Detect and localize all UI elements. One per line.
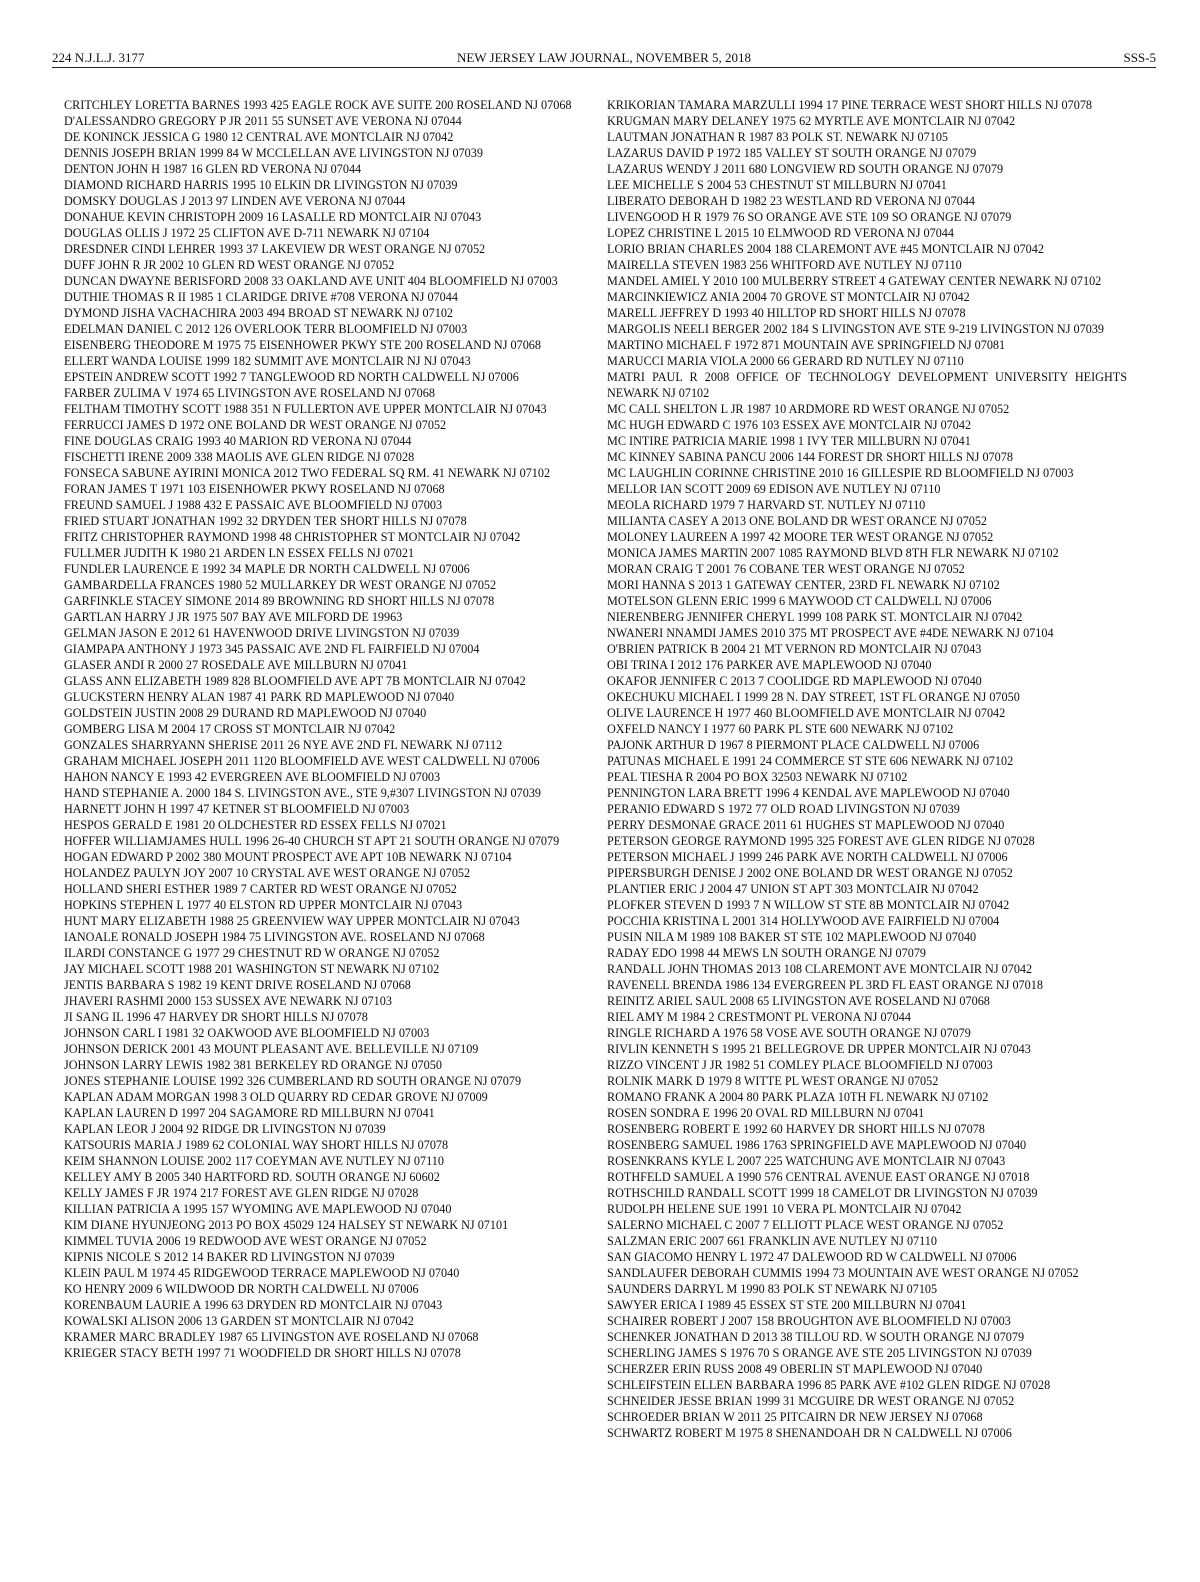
attorney-entry: MARGOLIS NEELI BERGER 2002 184 S LIVINGSTON AVE STE 9-219 LIVINGSTON NJ 07039 xyxy=(607,322,1104,336)
attorney-entry: HOPKINS STEPHEN L 1977 40 ELSTON RD UPPER MONTCLAIR NJ 07043 xyxy=(64,898,463,912)
attorney-entry: PEAL TIESHA R 2004 PO BOX 32503 NEWARK NJ 07102 xyxy=(607,770,908,784)
attorney-entry: MELLOR IAN SCOTT 2009 69 EDISON AVE NUTLEY NJ 07110 xyxy=(607,482,941,496)
attorney-entry: PENNINGTON LARA BRETT 1996 4 KENDAL AVE MAPLEWOOD NJ 07040 xyxy=(607,786,1010,800)
attorney-entry: D'ALESSANDRO GREGORY P JR 2011 55 SUNSET AVE VERONA NJ 07044 xyxy=(64,114,462,128)
attorney-entry: GIAMPAPA ANTHONY J 1973 345 PASSAIC AVE 2ND FL FAIRFIELD NJ 07004 xyxy=(64,642,480,656)
attorney-entry: MATRI PAUL R 2008 OFFICE OF TECHNOLOGY DEVELOPMENT UNIVERSITY HEIGHTS NEWARK NJ 07102 xyxy=(607,370,1127,400)
attorney-entry: ROTHFELD SAMUEL A 1990 576 CENTRAL AVENUE EAST ORANGE NJ 07018 xyxy=(607,1170,1030,1184)
attorney-entry: SCHLEIFSTEIN ELLEN BARBARA 1996 85 PARK AVE #102 GLEN RIDGE NJ 07028 xyxy=(607,1378,1051,1392)
attorney-entry: GLASS ANN ELIZABETH 1989 828 BLOOMFIELD AVE APT 7B MONTCLAIR NJ 07042 xyxy=(64,674,526,688)
attorney-entry: PETERSON GEORGE RAYMOND 1995 325 FOREST AVE GLEN RIDGE NJ 07028 xyxy=(607,834,1035,848)
attorney-entry: LORIO BRIAN CHARLES 2004 188 CLAREMONT AVE #45 MONTCLAIR NJ 07042 xyxy=(607,242,1044,256)
attorney-entry: GARTLAN HARRY J JR 1975 507 BAY AVE MILFORD DE 19963 xyxy=(64,610,403,624)
attorney-entry: KORENBAUM LAURIE A 1996 63 DRYDEN RD MONTCLAIR NJ 07043 xyxy=(64,1298,443,1312)
attorney-entry: IANOALE RONALD JOSEPH 1984 75 LIVINGSTON AVE. ROSELAND NJ 07068 xyxy=(64,930,485,944)
attorney-entry: EISENBERG THEODORE M 1975 75 EISENHOWER PKWY STE 200 ROSELAND NJ 07068 xyxy=(64,338,541,352)
attorney-entry: MORAN CRAIG T 2001 76 COBANE TER WEST ORANGE NJ 07052 xyxy=(607,562,965,576)
attorney-entry: HAHON NANCY E 1993 42 EVERGREEN AVE BLOOMFIELD NJ 07003 xyxy=(64,770,441,784)
attorney-entry: HESPOS GERALD E 1981 20 OLDCHESTER RD ESSEX FELLS NJ 07021 xyxy=(64,818,447,832)
attorney-entry: MARUCCI MARIA VIOLA 2000 66 GERARD RD NUTLEY NJ 07110 xyxy=(607,354,964,368)
attorney-entry: HOLANDEZ PAULYN JOY 2007 10 CRYSTAL AVE WEST ORANGE NJ 07052 xyxy=(64,866,471,880)
attorney-entry: LOPEZ CHRISTINE L 2015 10 ELMWOOD RD VERONA NJ 07044 xyxy=(607,226,954,240)
attorney-entry: RIZZO VINCENT J JR 1982 51 COMLEY PLACE BLOOMFIELD NJ 07003 xyxy=(607,1058,993,1072)
attorney-entry: MC INTIRE PATRICIA MARIE 1998 1 IVY TER MILLBURN NJ 07041 xyxy=(607,434,971,448)
attorney-entry: KELLEY AMY B 2005 340 HARTFORD RD. SOUTH ORANGE NJ 60602 xyxy=(64,1170,440,1184)
attorney-entry: POCCHIA KRISTINA L 2001 314 HOLLYWOOD AVE FAIRFIELD NJ 07004 xyxy=(607,914,1000,928)
attorney-entry: DUNCAN DWAYNE BERISFORD 2008 33 OAKLAND AVE UNIT 404 BLOOMFIELD NJ 07003 xyxy=(64,274,558,288)
attorney-entry: CRITCHLEY LORETTA BARNES 1993 425 EAGLE ROCK AVE SUITE 200 ROSELAND NJ 07068 xyxy=(64,98,572,112)
attorney-entry: OKAFOR JENNIFER C 2013 7 COOLIDGE RD MAPLEWOOD NJ 07040 xyxy=(607,674,982,688)
attorney-entry: HAND STEPHANIE A. 2000 184 S. LIVINGSTON AVE., STE 9,#307 LIVINGSTON NJ 07039 xyxy=(64,786,542,800)
attorney-entry: ILARDI CONSTANCE G 1977 29 CHESTNUT RD W ORANGE NJ 07052 xyxy=(64,946,440,960)
attorney-entry: JAY MICHAEL SCOTT 1988 201 WASHINGTON ST NEWARK NJ 07102 xyxy=(64,962,440,976)
attorney-entry: EPSTEIN ANDREW SCOTT 1992 7 TANGLEWOOD RD NORTH CALDWELL NJ 07006 xyxy=(64,370,519,384)
attorney-entry: DOMSKY DOUGLAS J 2013 97 LINDEN AVE VERONA NJ 07044 xyxy=(64,194,406,208)
attorney-entry: MEOLA RICHARD 1979 7 HARVARD ST. NUTLEY NJ 07110 xyxy=(607,498,926,512)
attorney-entry: PUSIN NILA M 1989 108 BAKER ST STE 102 MAPLEWOOD NJ 07040 xyxy=(607,930,977,944)
attorney-entry: SALZMAN ERIC 2007 661 FRANKLIN AVE NUTLEY NJ 07110 xyxy=(607,1234,937,1248)
attorney-entry: OKECHUKU MICHAEL I 1999 28 N. DAY STREET, 1ST FL ORANGE NJ 07050 xyxy=(607,690,1020,704)
attorney-entry: MOTELSON GLENN ERIC 1999 6 MAYWOOD CT CALDWELL NJ 07006 xyxy=(607,594,992,608)
attorney-entry: KAPLAN ADAM MORGAN 1998 3 OLD QUARRY RD CEDAR GROVE NJ 07009 xyxy=(64,1090,488,1104)
attorney-list-left-column xyxy=(64,97,588,1361)
attorney-entry: RINGLE RICHARD A 1976 58 VOSE AVE SOUTH ORANGE NJ 07079 xyxy=(607,1026,971,1040)
attorney-entry: DRESDNER CINDI LEHRER 1993 37 LAKEVIEW DR WEST ORANGE NJ 07052 xyxy=(64,242,486,256)
attorney-entry: SCHROEDER BRIAN W 2011 25 PITCAIRN DR NEW JERSEY NJ 07068 xyxy=(607,1410,983,1424)
attorney-entry: FISCHETTI IRENE 2009 338 MAOLIS AVE GLEN RIDGE NJ 07028 xyxy=(64,450,415,464)
attorney-entry: GLASER ANDI R 2000 27 ROSEDALE AVE MILLBURN NJ 07041 xyxy=(64,658,408,672)
attorney-entry: MC HUGH EDWARD C 1976 103 ESSEX AVE MONTCLAIR NJ 07042 xyxy=(607,418,972,432)
attorney-entry: GARFINKLE STACEY SIMONE 2014 89 BROWNING RD SHORT HILLS NJ 07078 xyxy=(64,594,495,608)
attorney-entry: GELMAN JASON E 2012 61 HAVENWOOD DRIVE LIVINGSTON NJ 07039 xyxy=(64,626,460,640)
attorney-entry: KO HENRY 2009 6 WILDWOOD DR NORTH CALDWELL NJ 07006 xyxy=(64,1282,419,1296)
attorney-entry: FINE DOUGLAS CRAIG 1993 40 MARION RD VERONA NJ 07044 xyxy=(64,434,412,448)
attorney-entry: KILLIAN PATRICIA A 1995 157 WYOMING AVE MAPLEWOOD NJ 07040 xyxy=(64,1202,452,1216)
attorney-entry: SCHNEIDER JESSE BRIAN 1999 31 MCGUIRE DR WEST ORANGE NJ 07052 xyxy=(607,1394,1015,1408)
attorney-entry: MILIANTA CASEY A 2013 ONE BOLAND DR WEST ORANCE NJ 07052 xyxy=(607,514,988,528)
attorney-entry: ROSEN SONDRA E 1996 20 OVAL RD MILLBURN NJ 07041 xyxy=(607,1106,925,1120)
attorney-entry: MORI HANNA S 2013 1 GATEWAY CENTER, 23RD FL NEWARK NJ 07102 xyxy=(607,578,1000,592)
attorney-entry: KRIKORIAN TAMARA MARZULLI 1994 17 PINE TERRACE WEST SHORT HILLS NJ 07078 xyxy=(607,98,1093,112)
attorney-entry: SCHAIRER ROBERT J 2007 158 BROUGHTON AVE BLOOMFIELD NJ 07003 xyxy=(607,1314,1011,1328)
attorney-entry: DENNIS JOSEPH BRIAN 1999 84 W MCCLELLAN AVE LIVINGSTON NJ 07039 xyxy=(64,146,483,160)
attorney-entry: OLIVE LAURENCE H 1977 460 BLOOMFIELD AVE MONTCLAIR NJ 07042 xyxy=(607,706,1006,720)
attorney-entry: PERRY DESMONAE GRACE 2011 61 HUGHES ST MAPLEWOOD NJ 07040 xyxy=(607,818,1005,832)
attorney-entry: LIVENGOOD H R 1979 76 SO ORANGE AVE STE 109 SO ORANGE NJ 07079 xyxy=(607,210,1012,224)
attorney-entry: MC KINNEY SABINA PANCU 2006 144 FOREST DR SHORT HILLS NJ 07078 xyxy=(607,450,1013,464)
attorney-entry: GLUCKSTERN HENRY ALAN 1987 41 PARK RD MAPLEWOOD NJ 07040 xyxy=(64,690,455,704)
attorney-entry: ROSENBERG ROBERT E 1992 60 HARVEY DR SHORT HILLS NJ 07078 xyxy=(607,1122,985,1136)
attorney-entry: FARBER ZULIMA V 1974 65 LIVINGSTON AVE ROSELAND NJ 07068 xyxy=(64,386,435,400)
attorney-entry: DONAHUE KEVIN CHRISTOPH 2009 16 LASALLE RD MONTCLAIR NJ 07043 xyxy=(64,210,482,224)
header-page-number: SSS-5 xyxy=(1123,50,1156,65)
attorney-entry: MONICA JAMES MARTIN 2007 1085 RAYMOND BLVD 8TH FLR NEWARK NJ 07102 xyxy=(607,546,1059,560)
attorney-entry: MANDEL AMIEL Y 2010 100 MULBERRY STREET 4 GATEWAY CENTER NEWARK NJ 07102 xyxy=(607,274,1102,288)
attorney-entry: KRIEGER STACY BETH 1997 71 WOODFIELD DR SHORT HILLS NJ 07078 xyxy=(64,1346,461,1360)
attorney-entry: RADAY EDO 1998 44 MEWS LN SOUTH ORANGE NJ 07079 xyxy=(607,946,927,960)
attorney-entry: KIPNIS NICOLE S 2012 14 BAKER RD LIVINGSTON NJ 07039 xyxy=(64,1250,395,1264)
attorney-entry: FRITZ CHRISTOPHER RAYMOND 1998 48 CHRISTOPHER ST MONTCLAIR NJ 07042 xyxy=(64,530,521,544)
attorney-entry: PERANIO EDWARD S 1972 77 OLD ROAD LIVINGSTON NJ 07039 xyxy=(607,802,960,816)
attorney-entry: RIEL AMY M 1984 2 CRESTMONT PL VERONA NJ 07044 xyxy=(607,1010,911,1024)
attorney-entry: DENTON JOHN H 1987 16 GLEN RD VERONA NJ 07044 xyxy=(64,162,362,176)
attorney-entry: FULLMER JUDITH K 1980 21 ARDEN LN ESSEX FELLS NJ 07021 xyxy=(64,546,415,560)
attorney-entry: JOHNSON LARRY LEWIS 1982 381 BERKELEY RD ORANGE NJ 07050 xyxy=(64,1058,442,1072)
attorney-entry: RANDALL JOHN THOMAS 2013 108 CLAREMONT AVE MONTCLAIR NJ 07042 xyxy=(607,962,1033,976)
attorney-entry: FELTHAM TIMOTHY SCOTT 1988 351 N FULLERTON AVE UPPER MONTCLAIR NJ 07043 xyxy=(64,402,547,416)
attorney-entry: FREUND SAMUEL J 1988 432 E PASSAIC AVE BLOOMFIELD NJ 07003 xyxy=(64,498,443,512)
attorney-entry: GOMBERG LISA M 2004 17 CROSS ST MONTCLAIR NJ 07042 xyxy=(64,722,396,736)
attorney-entry: GOLDSTEIN JUSTIN 2008 29 DURAND RD MAPLEWOOD NJ 07040 xyxy=(64,706,427,720)
attorney-entry: REINITZ ARIEL SAUL 2008 65 LIVINGSTON AVE ROSELAND NJ 07068 xyxy=(607,994,990,1008)
attorney-entry: HOFFER WILLIAMJAMES HULL 1996 26-40 CHURCH ST APT 21 SOUTH ORANGE NJ 07079 xyxy=(64,834,560,848)
attorney-entry: SCHERZER ERIN RUSS 2008 49 OBERLIN ST MAPLEWOOD NJ 07040 xyxy=(607,1362,983,1376)
attorney-entry: DOUGLAS OLLIS J 1972 25 CLIFTON AVE D-711 NEWARK NJ 07104 xyxy=(64,226,430,240)
attorney-entry: SCHWARTZ ROBERT M 1975 8 SHENANDOAH DR N CALDWELL NJ 07006 xyxy=(607,1426,1012,1440)
attorney-entry: LAUTMAN JONATHAN R 1987 83 POLK ST. NEWARK NJ 07105 xyxy=(607,130,949,144)
attorney-entry: DUFF JOHN R JR 2002 10 GLEN RD WEST ORANGE NJ 07052 xyxy=(64,258,395,272)
attorney-entry: KELLY JAMES F JR 1974 217 FOREST AVE GLEN RIDGE NJ 07028 xyxy=(64,1186,419,1200)
attorney-entry: JOHNSON DERICK 2001 43 MOUNT PLEASANT AVE. BELLEVILLE NJ 07109 xyxy=(64,1042,479,1056)
attorney-entry: JENTIS BARBARA S 1982 19 KENT DRIVE ROSELAND NJ 07068 xyxy=(64,978,411,992)
attorney-entry: MAIRELLA STEVEN 1983 256 WHITFORD AVE NUTLEY NJ 07110 xyxy=(607,258,962,272)
attorney-entry: DE KONINCK JESSICA G 1980 12 CENTRAL AVE MONTCLAIR NJ 07042 xyxy=(64,130,454,144)
attorney-entry: HUNT MARY ELIZABETH 1988 25 GREENVIEW WAY UPPER MONTCLAIR NJ 07043 xyxy=(64,914,520,928)
header-citation: 224 N.J.L.J. 3177 xyxy=(52,50,145,65)
attorney-entry: FONSECA SABUNE AYIRINI MONICA 2012 TWO FEDERAL SQ RM. 41 NEWARK NJ 07102 xyxy=(64,466,551,480)
attorney-entry: ROSENBERG SAMUEL 1986 1763 SPRINGFIELD AVE MAPLEWOOD NJ 07040 xyxy=(607,1138,1027,1152)
attorney-entry: OBI TRINA I 2012 176 PARKER AVE MAPLEWOOD NJ 07040 xyxy=(607,658,932,672)
attorney-entry: KLEIN PAUL M 1974 45 RIDGEWOOD TERRACE MAPLEWOOD NJ 07040 xyxy=(64,1266,460,1280)
attorney-entry: KIMMEL TUVIA 2006 19 REDWOOD AVE WEST ORANGE NJ 07052 xyxy=(64,1234,427,1248)
attorney-entry: HOGAN EDWARD P 2002 380 MOUNT PROSPECT AVE APT 10B NEWARK NJ 07104 xyxy=(64,850,512,864)
attorney-entry: KATSOURIS MARIA J 1989 62 COLONIAL WAY SHORT HILLS NJ 07078 xyxy=(64,1138,449,1152)
attorney-entry: SAWYER ERICA I 1989 45 ESSEX ST STE 200 MILLBURN NJ 07041 xyxy=(607,1298,967,1312)
attorney-entry: HOLLAND SHERI ESTHER 1989 7 CARTER RD WEST ORANGE NJ 07052 xyxy=(64,882,457,896)
attorney-entry: KOWALSKI ALISON 2006 13 GARDEN ST MONTCLAIR NJ 07042 xyxy=(64,1314,414,1328)
attorney-entry: PIPERSBURGH DENISE J 2002 ONE BOLAND DR WEST ORANGE NJ 07052 xyxy=(607,866,1013,880)
attorney-entry: JHAVERI RASHMI 2000 153 SUSSEX AVE NEWARK NJ 07103 xyxy=(64,994,392,1008)
attorney-entry: DIAMOND RICHARD HARRIS 1995 10 ELKIN DR LIVINGSTON NJ 07039 xyxy=(64,178,458,192)
attorney-entry: MARELL JEFFREY D 1993 40 HILLTOP RD SHORT HILLS NJ 07078 xyxy=(607,306,966,320)
header-publication-title: NEW JERSEY LAW JOURNAL, NOVEMBER 5, 2018 xyxy=(456,50,752,65)
attorney-entry: PETERSON MICHAEL J 1999 246 PARK AVE NORTH CALDWELL NJ 07006 xyxy=(607,850,1008,864)
attorney-entry: FORAN JAMES T 1971 103 EISENHOWER PKWY ROSELAND NJ 07068 xyxy=(64,482,445,496)
attorney-entry: OXFELD NANCY I 1977 60 PARK PL STE 600 NEWARK NJ 07102 xyxy=(607,722,954,736)
attorney-list-right-column xyxy=(607,97,1127,1441)
attorney-entry: FUNDLER LAURENCE E 1992 34 MAPLE DR NORTH CALDWELL NJ 07006 xyxy=(64,562,470,576)
attorney-entry: SANDLAUFER DEBORAH CUMMIS 1994 73 MOUNTAIN AVE WEST ORANGE NJ 07052 xyxy=(607,1266,1079,1280)
attorney-entry: FERRUCCI JAMES D 1972 ONE BOLAND DR WEST ORANGE NJ 07052 xyxy=(64,418,447,432)
attorney-entry: NWANERI NNAMDI JAMES 2010 375 MT PROSPECT AVE #4DE NEWARK NJ 07104 xyxy=(607,626,1054,640)
attorney-entry: MOLONEY LAUREEN A 1997 42 MOORE TER WEST ORANGE NJ 07052 xyxy=(607,530,994,544)
attorney-entry: MC LAUGHLIN CORINNE CHRISTINE 2010 16 GILLESPIE RD BLOOMFIELD NJ 07003 xyxy=(607,466,1074,480)
attorney-entry: SALERNO MICHAEL C 2007 7 ELLIOTT PLACE WEST ORANGE NJ 07052 xyxy=(607,1218,1004,1232)
attorney-entry: JI SANG IL 1996 47 HARVEY DR SHORT HILLS NJ 07078 xyxy=(64,1010,368,1024)
attorney-entry: ROMANO FRANK A 2004 80 PARK PLAZA 10TH FL NEWARK NJ 07102 xyxy=(607,1090,989,1104)
attorney-entry: MARTINO MICHAEL F 1972 871 MOUNTAIN AVE SPRINGFIELD NJ 07081 xyxy=(607,338,1006,352)
attorney-entry: ROTHSCHILD RANDALL SCOTT 1999 18 CAMELOT DR LIVINGSTON NJ 07039 xyxy=(607,1186,1038,1200)
attorney-entry: LIBERATO DEBORAH D 1982 23 WESTLAND RD VERONA NJ 07044 xyxy=(607,194,976,208)
attorney-entry: MARCINKIEWICZ ANIA 2004 70 GROVE ST MONTCLAIR NJ 07042 xyxy=(607,290,970,304)
attorney-entry: KEIM SHANNON LOUISE 2002 117 COEYMAN AVE NUTLEY NJ 07110 xyxy=(64,1154,444,1168)
attorney-entry: KAPLAN LEOR J 2004 92 RIDGE DR LIVINGSTON NJ 07039 xyxy=(64,1122,386,1136)
attorney-entry: PLOFKER STEVEN D 1993 7 N WILLOW ST STE 8B MONTCLAIR NJ 07042 xyxy=(607,898,1010,912)
attorney-entry: NIERENBERG JENNIFER CHERYL 1999 108 PARK ST. MONTCLAIR NJ 07042 xyxy=(607,610,1023,624)
attorney-entry: FRIED STUART JONATHAN 1992 32 DRYDEN TER SHORT HILLS NJ 07078 xyxy=(64,514,467,528)
attorney-entry: SAUNDERS DARRYL M 1990 83 POLK ST NEWARK NJ 07105 xyxy=(607,1282,938,1296)
attorney-entry: PAJONK ARTHUR D 1967 8 PIERMONT PLACE CALDWELL NJ 07006 xyxy=(607,738,980,752)
attorney-entry: LAZARUS DAVID P 1972 185 VALLEY ST SOUTH ORANGE NJ 07079 xyxy=(607,146,977,160)
attorney-entry: GONZALES SHARRYANN SHERISE 2011 26 NYE AVE 2ND FL NEWARK NJ 07112 xyxy=(64,738,503,752)
attorney-entry: GRAHAM MICHAEL JOSEPH 2011 1120 BLOOMFIELD AVE WEST CALDWELL NJ 07006 xyxy=(64,754,540,768)
attorney-entry: KAPLAN LAUREN D 1997 204 SAGAMORE RD MILLBURN NJ 07041 xyxy=(64,1106,435,1120)
attorney-entry: SCHERLING JAMES S 1976 70 S ORANGE AVE STE 205 LIVINGSTON NJ 07039 xyxy=(607,1346,1032,1360)
attorney-entry: SAN GIACOMO HENRY L 1972 47 DALEWOOD RD W CALDWELL NJ 07006 xyxy=(607,1250,1017,1264)
attorney-entry: DYMOND JISHA VACHACHIRA 2003 494 BROAD ST NEWARK NJ 07102 xyxy=(64,306,454,320)
attorney-entry: LAZARUS WENDY J 2011 680 LONGVIEW RD SOUTH ORANGE NJ 07079 xyxy=(607,162,1004,176)
attorney-entry: SCHENKER JONATHAN D 2013 38 TILLOU RD. W SOUTH ORANGE NJ 07079 xyxy=(607,1330,1025,1344)
attorney-entry: JOHNSON CARL I 1981 32 OAKWOOD AVE BLOOMFIELD NJ 07003 xyxy=(64,1026,430,1040)
attorney-entry: ELLERT WANDA LOUISE 1999 182 SUMMIT AVE MONTCLAIR NJ NJ 07043 xyxy=(64,354,471,368)
attorney-entry: EDELMAN DANIEL C 2012 126 OVERLOOK TERR BLOOMFIELD NJ 07003 xyxy=(64,322,468,336)
attorney-entry: PATUNAS MICHAEL E 1991 24 COMMERCE ST STE 606 NEWARK NJ 07102 xyxy=(607,754,1014,768)
header-rule xyxy=(52,67,1156,68)
attorney-entry: LEE MICHELLE S 2004 53 CHESTNUT ST MILLBURN NJ 07041 xyxy=(607,178,947,192)
attorney-entry: RIVLIN KENNETH S 1995 21 BELLEGROVE DR UPPER MONTCLAIR NJ 07043 xyxy=(607,1042,1031,1056)
attorney-entry: O'BRIEN PATRICK B 2004 21 MT VERNON RD MONTCLAIR NJ 07043 xyxy=(607,642,982,656)
attorney-entry: JONES STEPHANIE LOUISE 1992 326 CUMBERLAND RD SOUTH ORANGE NJ 07079 xyxy=(64,1074,522,1088)
attorney-entry: ROLNIK MARK D 1979 8 WITTE PL WEST ORANGE NJ 07052 xyxy=(607,1074,939,1088)
attorney-entry: GAMBARDELLA FRANCES 1980 52 MULLARKEY DR WEST ORANGE NJ 07052 xyxy=(64,578,497,592)
attorney-entry: KRAMER MARC BRADLEY 1987 65 LIVINGSTON AVE ROSELAND NJ 07068 xyxy=(64,1330,479,1344)
attorney-entry: KIM DIANE HYUNJEONG 2013 PO BOX 45029 124 HALSEY ST NEWARK NJ 07101 xyxy=(64,1218,509,1232)
attorney-entry: RAVENELL BRENDA 1986 134 EVERGREEN PL 3RD FL EAST ORANGE NJ 07018 xyxy=(607,978,1043,992)
attorney-entry: PLANTIER ERIC J 2004 47 UNION ST APT 303 MONTCLAIR NJ 07042 xyxy=(607,882,979,896)
attorney-entry: ROSENKRANS KYLE L 2007 225 WATCHUNG AVE MONTCLAIR NJ 07043 xyxy=(607,1154,1006,1168)
attorney-entry: MC CALL SHELTON L JR 1987 10 ARDMORE RD WEST ORANGE NJ 07052 xyxy=(607,402,1010,416)
attorney-entry: RUDOLPH HELENE SUE 1991 10 VERA PL MONTCLAIR NJ 07042 xyxy=(607,1202,962,1216)
attorney-entry: KRUGMAN MARY DELANEY 1975 62 MYRTLE AVE MONTCLAIR NJ 07042 xyxy=(607,114,1016,128)
attorney-entry: DUTHIE THOMAS R II 1985 1 CLARIDGE DRIVE #708 VERONA NJ 07044 xyxy=(64,290,458,304)
attorney-entry: HARNETT JOHN H 1997 47 KETNER ST BLOOMFIELD NJ 07003 xyxy=(64,802,410,816)
